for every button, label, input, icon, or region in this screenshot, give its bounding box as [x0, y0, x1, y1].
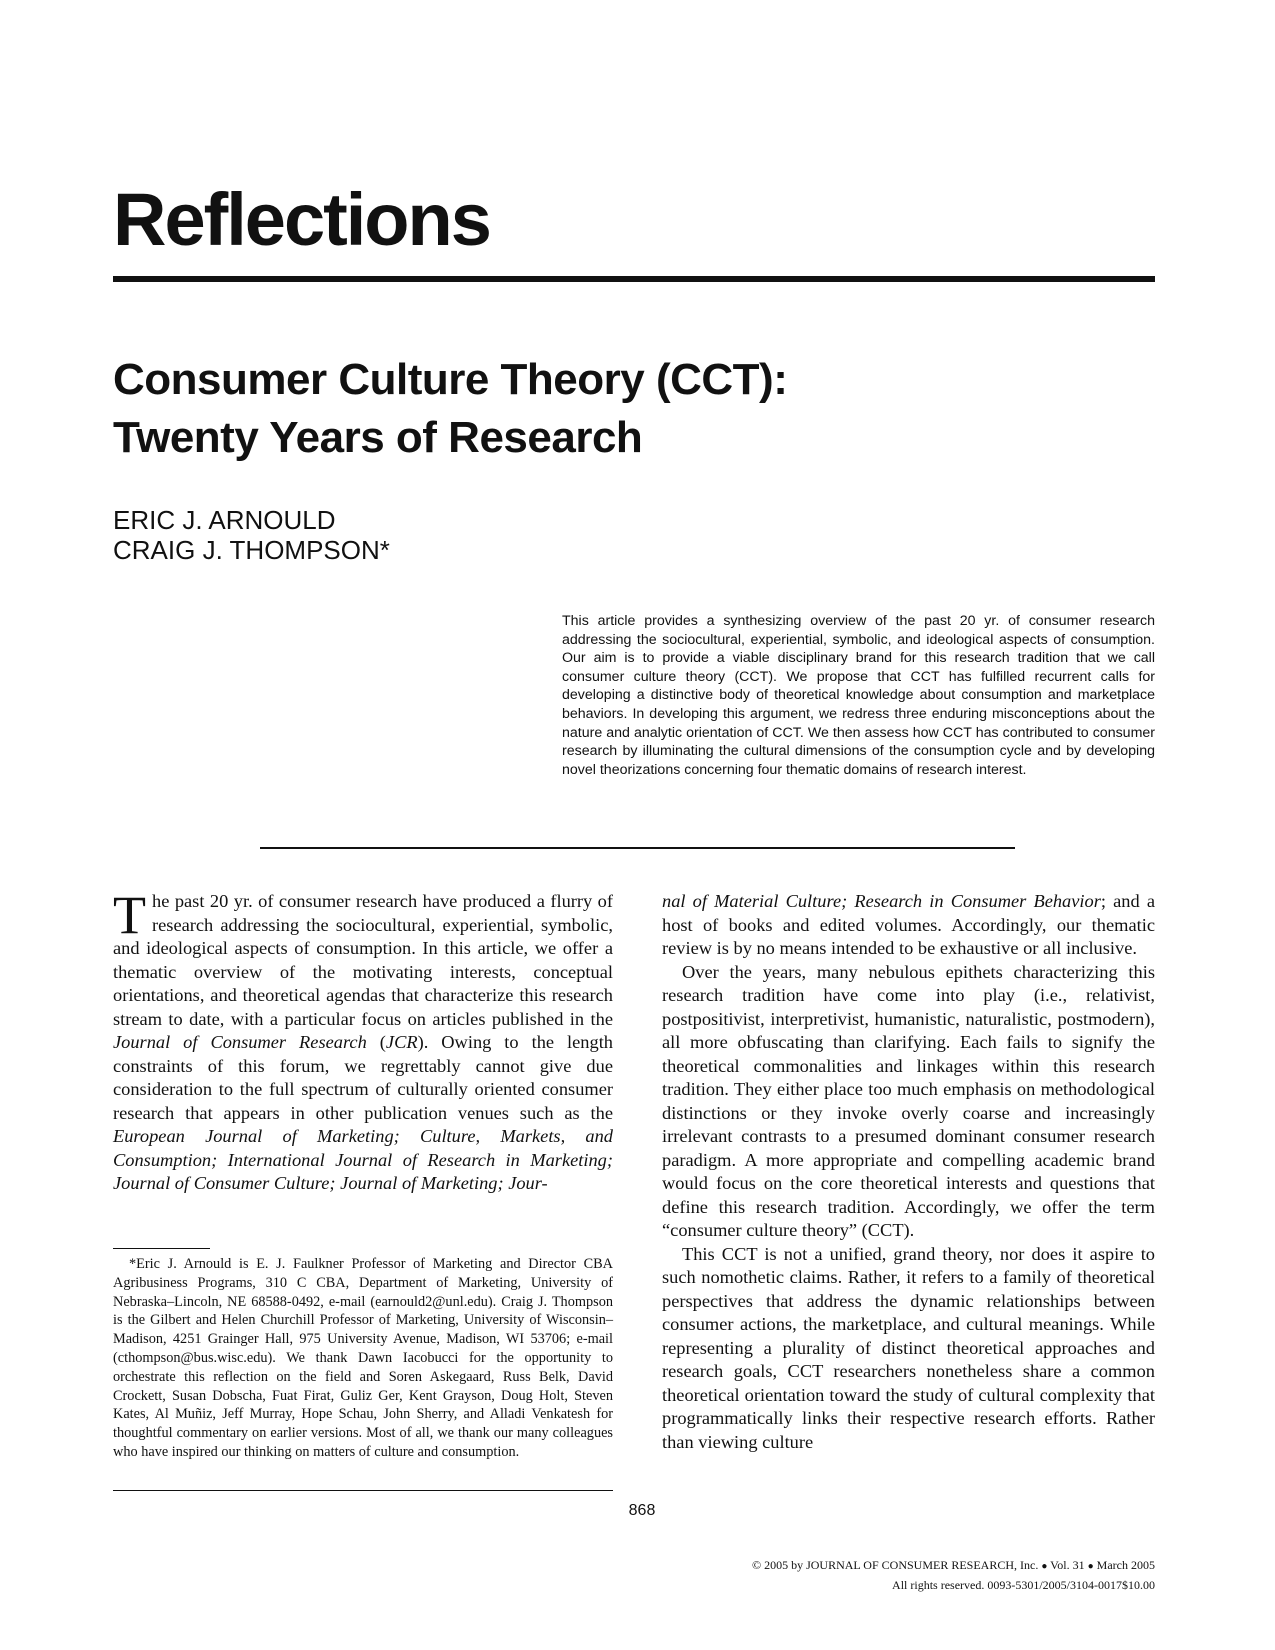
- journal-name: Journal of Consumer Research: [113, 1032, 367, 1052]
- venue-list: European Journal of Marketing; Culture, Markets, and Consumption; International Journal of Research in Marketing; Journal of Consumer Culture; Journal of Marketing; Jour-: [113, 1126, 613, 1193]
- footnote-rule: [113, 1248, 210, 1249]
- body-text: he past 20 yr. of consumer research have produced a flurry of research addressing the sociocultural, experiential, symbolic, and ideological aspects of consumption. In this article, we offer a thematic overview of the motivating interests, conceptual orientations, and theoretical agendas that characterize this research stream to date, with a particular focus on articles published in the: [113, 891, 613, 1029]
- issue-date: March 2005: [1096, 1558, 1155, 1572]
- body-column-right: [662, 890, 1155, 1454]
- article-title-line-2: Twenty Years of Research: [113, 413, 643, 462]
- bullet-icon: ●: [1041, 1561, 1048, 1572]
- heading-rule: [113, 276, 1155, 282]
- footnote-bottom-rule: [113, 1490, 613, 1491]
- page-number: 868: [628, 1502, 656, 1519]
- copyright-text: © 2005 by JOURNAL OF CONSUMER RESEARCH, Inc.: [751, 1558, 1039, 1572]
- article-title-line-1: Consumer Culture Theory (CCT):: [113, 355, 788, 404]
- rights-line: All rights reserved. 0093-5301/2005/3104-0017$10.00: [892, 1578, 1155, 1592]
- author-name: CRAIG J. THOMPSON*: [113, 535, 390, 565]
- article-title: [113, 351, 1013, 467]
- journal-info: [752, 1556, 1155, 1594]
- body-paragraph: [662, 890, 1155, 961]
- author-list: [113, 505, 390, 565]
- body-text: ). Owing to the length constraints of this forum, we regrettably cannot give due consideration to the full spectrum of culturally oriented consumer research that appears in other publication venues such as the: [113, 1032, 613, 1123]
- venue-list-continued: nal of Material Culture; Research in Consumer Behavior: [662, 891, 1101, 911]
- body-paragraph: This CCT is not a unified, grand theory, nor does it aspire to such nomothetic claims. Rather, it refers to a family of theoretical perspectives that address the dynamic relationships between consumer actions, the marketplace, and cultural meanings. While representing a plurality of distinct theoretical approaches and research goals, CCT researchers nonetheless share a common theoretical orientation toward the study of cultural complexity that programmatically links their respective research efforts. Rather than viewing culture: [662, 1243, 1155, 1452]
- body-paragraph: Over the years, many nebulous epithets characterizing this research tradition have come into play (i.e., relativist, postpositivist, interpretivist, humanistic, naturalistic, postmodern), all more obfuscating than clarifying. Each fails to signify the theoretical commonalities and linkages within this research tradition. They either place too much emphasis on methodological distinctions or they invoke overly coarse and increasingly irrelevant contrasts to a presumed dominant consumer research paradigm. A more appropriate and compelling academic brand would focus on the core theoretical interests and questions that define this research tradition. Accordingly, we offer the term “consumer culture theory” (CCT).: [662, 961, 1155, 1240]
- body-text: (: [366, 1032, 386, 1052]
- body-text: ; and a host of books and edited volumes. Accordingly, our thematic review is by no means intended to be exhaustive or all inclusive.: [662, 891, 1155, 958]
- drop-cap: T: [113, 885, 146, 945]
- abstract: This article provides a synthesizing overview of the past 20 yr. of consumer research addressing the sociocultural, experiential, symbolic, and ideological aspects of consumption. Our aim is to provide a viable disciplinary brand for this research tradition that we call consumer culture theory (CCT). We propose that CCT has fulfilled recurrent calls for developing a distinctive body of theoretical knowledge about consumption and marketplace behaviors. In developing this argument, we redress three enduring misconceptions about the nature and analytic orientation of CCT. We then assess how CCT has contributed to consumer research by illuminating the cultural dimensions of the consumption cycle and by developing novel theorizations concerning four thematic domains of research interest.: [562, 613, 1155, 778]
- abstract-rule: [260, 847, 1015, 849]
- bullet-icon: ●: [1087, 1561, 1094, 1572]
- author-footnote: *Eric J. Arnould is E. J. Faulkner Professor of Marketing and Director CBA Agribusiness Programs, 310 C CBA, Department of Marketing, University of Nebraska–Lincoln, NE 68588-0492, e-mail (earnould2@unl.edu). Craig J. Thompson is the Gilbert and Helen Churchill Professor of Marketing, University of Wisconsin–Madison, 4251 Grainger Hall, 975 University Avenue, Madison, WI 53706; e-mail (cthompson@bus.wisc.edu). We thank Dawn Iacobucci for the opportunity to orchestrate this reflection on the field and Soren Askegaard, Russ Belk, David Crockett, Susan Dobscha, Fuat Firat, Guliz Ger, Kent Grayson, Doug Holt, Steven Kates, Al Muñiz, Jeff Murray, Hope Schau, John Sherry, and Alladi Venkatesh for thoughtful commentary on earlier versions. Most of all, we thank our many colleagues who have inspired our thinking on matters of culture and consumption.: [113, 1256, 613, 1460]
- volume: Vol. 31: [1050, 1558, 1085, 1572]
- section-heading: Reflections: [113, 178, 490, 261]
- copyright-line: [752, 1556, 1155, 1576]
- body-column-left: [113, 885, 613, 1196]
- journal-abbreviation: JCR: [385, 1032, 418, 1052]
- body-paragraph: [113, 885, 613, 1196]
- author-name: ERIC J. ARNOULD: [113, 505, 336, 535]
